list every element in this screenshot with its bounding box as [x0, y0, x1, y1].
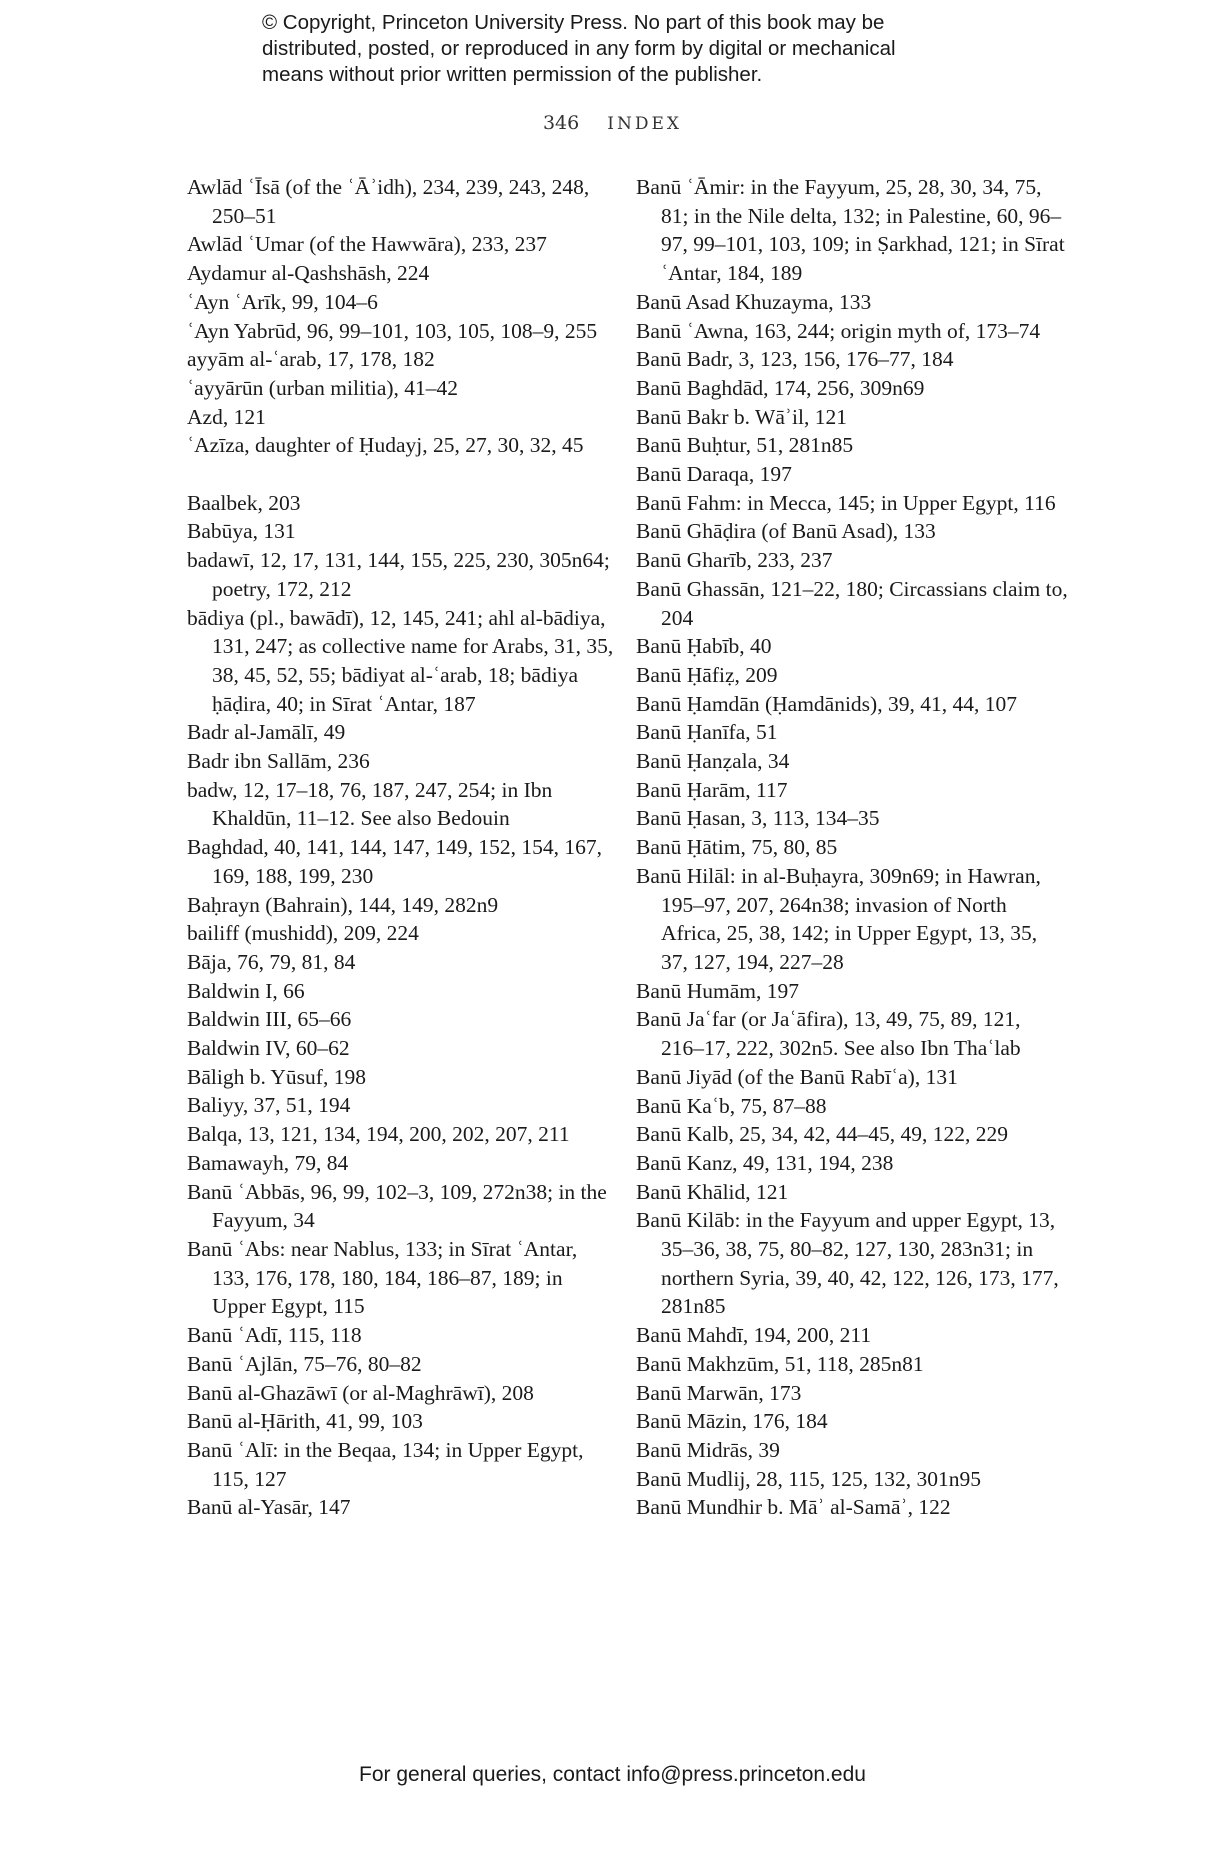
copyright-notice — [262, 10, 982, 88]
index-entry: Banū Buḥtur, 51, 281n85 — [636, 433, 854, 458]
index-entry: Banū ʿAwna, 163, 244; origin myth of, 173–74 — [636, 318, 1041, 343]
index-entry: Badr ibn Sallām, 236 — [187, 749, 370, 774]
index-entry: Banū al-Yasār, 147 — [187, 1495, 351, 1520]
index-entry: Baldwin III, 65–66 — [187, 1007, 352, 1032]
index-entry: Banū Makhzūm, 51, 118, 285n81 — [636, 1351, 924, 1376]
index-entry: Bāja, 76, 79, 81, 84 — [187, 949, 356, 974]
index-entry: Banū al-Ghazāwī (or al-Maghrāwī), 208 — [187, 1380, 534, 1405]
copyright-line: means without prior written permission of the publisher. — [262, 63, 763, 86]
index-entry: badw, 12, 17–18, 76, 187, 247, 254; in Ibn Khaldūn, 11–12. See also Bedouin — [187, 777, 553, 831]
index-entry: Bamawayh, 79, 84 — [187, 1150, 349, 1175]
index-entry: Baḥrayn (Bahrain), 144, 149, 282n9 — [187, 892, 499, 917]
index-entry: Banū Ḥarām, 117 — [636, 777, 788, 802]
index-entry: Banū Ḥamdān (Ḥamdānids), 39, 41, 44, 107 — [636, 691, 1017, 716]
index-entry: Banū Māzin, 176, 184 — [636, 1409, 828, 1434]
index-entry: Banū Hilāl: in al-Buḥayra, 309n69; in Hawran, 195–97, 207, 264n38; invasion of North Africa, 25, 38, 142; in Upper Egypt, 13, 35, 37, 127, 194, 227–28 — [636, 863, 1041, 974]
index-entry: Banū ʿĀmir: in the Fayyum, 25, 28, 30, 34, 75, 81; in the Nile delta, 132; in Palestine, 60, 96–97, 99–101, 103, 109; in Ṣarkhad, 121; in Sīrat ʿAntar, 184, 189 — [636, 175, 1065, 286]
index-entry: ʿAyn ʿArīk, 99, 104–6 — [187, 289, 378, 314]
index-entry: Banū Mudlij, 28, 115, 125, 132, 301n95 — [636, 1466, 981, 1491]
index-entry: Banū Mahdī, 194, 200, 211 — [636, 1323, 872, 1348]
index-entry: Balqa, 13, 121, 134, 194, 200, 202, 207, 211 — [187, 1122, 570, 1147]
index-entry: Banū Ḥātim, 75, 80, 85 — [636, 835, 838, 860]
index-entry: Banū Ghāḍira (of Banū Asad), 133 — [636, 519, 936, 544]
index-entry: Banū ʿAdī, 115, 118 — [187, 1323, 362, 1348]
index-entry: Banū Jiyād (of the Banū Rabīʿa), 131 — [636, 1064, 958, 1089]
index-entry: Banū al-Ḥārith, 41, 99, 103 — [187, 1409, 423, 1434]
copyright-line: distributed, posted, or reproduced in any form by digital or mechanical — [262, 37, 896, 60]
index-entry: Banū Fahm: in Mecca, 145; in Upper Egypt, 116 — [636, 490, 1056, 515]
index-entry: Banū Kanz, 49, 131, 194, 238 — [636, 1150, 894, 1175]
index-entry: Banū Kalb, 25, 34, 42, 44–45, 49, 122, 229 — [636, 1122, 1009, 1147]
index-entry: Banū ʿAbbās, 96, 99, 102–3, 109, 272n38; in the Fayyum, 34 — [187, 1179, 607, 1233]
index-entry: Baldwin IV, 60–62 — [187, 1036, 350, 1061]
index-entry: badawī, 12, 17, 131, 144, 155, 225, 230, 305n64; poetry, 172, 212 — [187, 548, 610, 601]
index-entry: Banū Humām, 197 — [636, 978, 800, 1003]
index-entry: Aydamur al-Qashshāsh, 224 — [187, 261, 430, 286]
index-entry: Banū Asad Khuzayma, 133 — [636, 289, 872, 314]
index-entry: Banū ʿAbs: near Nablus, 133; in Sīrat ʿAntar, 133, 176, 178, 180, 184, 186–87, 189; in Upper Egypt, 115 — [187, 1237, 578, 1319]
index-entry: Banū Gharīb, 233, 237 — [636, 548, 833, 573]
index-entry: Baliyy, 37, 51, 194 — [187, 1093, 351, 1118]
index-entry: Awlād ʿUmar (of the Hawwāra), 233, 237 — [187, 232, 547, 257]
index-entry: Babūya, 131 — [187, 519, 296, 544]
index-entry: Azd, 121 — [187, 404, 266, 429]
index-entry: Banū Ḥanīfa, 51 — [636, 720, 778, 745]
index-entry: Banū ʿAjlān, 75–76, 80–82 — [187, 1351, 422, 1376]
index-entry: ʿayyārūn (urban militia), 41–42 — [187, 375, 459, 400]
running-head-title: INDEX — [607, 114, 683, 134]
index-entry: Banū Ḥanẓala, 34 — [636, 749, 790, 774]
index-entry: Banū Khālid, 121 — [636, 1179, 789, 1204]
index-entry: ʿAzīza, daughter of Ḥudayj, 25, 27, 30, 32, 45 — [187, 433, 584, 458]
index-entry: bādiya (pl., bawādī), 12, 145, 241; ahl al-bādiya, 131, 247; as collective name for Arabs, 31, 35, 38, 45, 52, 55; bādiyat al-ʿarab, 18; bādiya ḥāḍira, 40; in Sīrat ʿAntar, 187 — [187, 605, 614, 716]
index-entry: ayyām al-ʿarab, 17, 178, 182 — [187, 347, 435, 372]
index-entry: Banū Ḥabīb, 40 — [636, 634, 772, 659]
index-entry: Banū Ghassān, 121–22, 180; Circassians claim to, 204 — [636, 576, 1068, 630]
index-entry: Banū Ḥāfiẓ, 209 — [636, 662, 778, 687]
index-entry: Baghdad, 40, 141, 144, 147, 149, 152, 154, 167, 169, 188, 199, 230 — [187, 835, 603, 888]
copyright-line: © Copyright, Princeton University Press. No part of this book may be — [262, 11, 885, 34]
index-entry: Banū Mundhir b. Māʾ al-Samāʾ, 122 — [636, 1495, 951, 1520]
index-entry: Banū Badr, 3, 123, 156, 176–77, 184 — [636, 347, 954, 372]
index-entry: Bāligh b. Yūsuf, 198 — [187, 1064, 366, 1089]
page-number: 346 — [542, 112, 580, 134]
index-entry: Banū Jaʿfar (or Jaʿāfira), 13, 49, 75, 89, 121, 216–17, 222, 302n5. See also Ibn Thaʿlab — [636, 1007, 1021, 1061]
index-column-right — [636, 173, 1068, 1522]
index-entry: Banū ʿAlī: in the Beqaa, 134; in Upper Egypt, 115, 127 — [187, 1437, 584, 1491]
footer-contact: For general queries, contact info@press.princeton.edu — [359, 1763, 866, 1786]
index-column-left — [187, 173, 619, 1522]
index-entry: Banū Midrās, 39 — [636, 1437, 780, 1462]
index-entry: Banū Kaʿb, 75, 87–88 — [636, 1093, 827, 1118]
index-entry: Badr al-Jamālī, 49 — [187, 720, 346, 745]
running-head — [0, 112, 1225, 134]
index-entry: Baldwin I, 66 — [187, 978, 305, 1003]
index-entry: Baalbek, 203 — [187, 490, 301, 515]
index-entry: ʿAyn Yabrūd, 96, 99–101, 103, 105, 108–9, 255 — [187, 318, 598, 343]
index-entry: Banū Ḥasan, 3, 113, 134–35 — [636, 806, 880, 831]
index-entry: Banū Daraqa, 197 — [636, 462, 792, 487]
index-entry: Banū Kilāb: in the Fayyum and upper Egypt, 13, 35–36, 38, 75, 80–82, 127, 130, 283n31; in northern Syria, 39, 40, 42, 122, 126, 173, 177, 281n85 — [636, 1208, 1059, 1319]
index-entry: Banū Bakr b. Wāʾil, 121 — [636, 404, 847, 429]
index-entry: bailiff (mushidd), 209, 224 — [187, 921, 419, 946]
index-entry: Awlād ʿĪsā (of the ʿĀʾidh), 234, 239, 243, 248, 250–51 — [187, 175, 590, 228]
index-entry: Banū Baghdād, 174, 256, 309n69 — [636, 375, 925, 400]
index-entry: Banū Marwān, 173 — [636, 1380, 802, 1405]
